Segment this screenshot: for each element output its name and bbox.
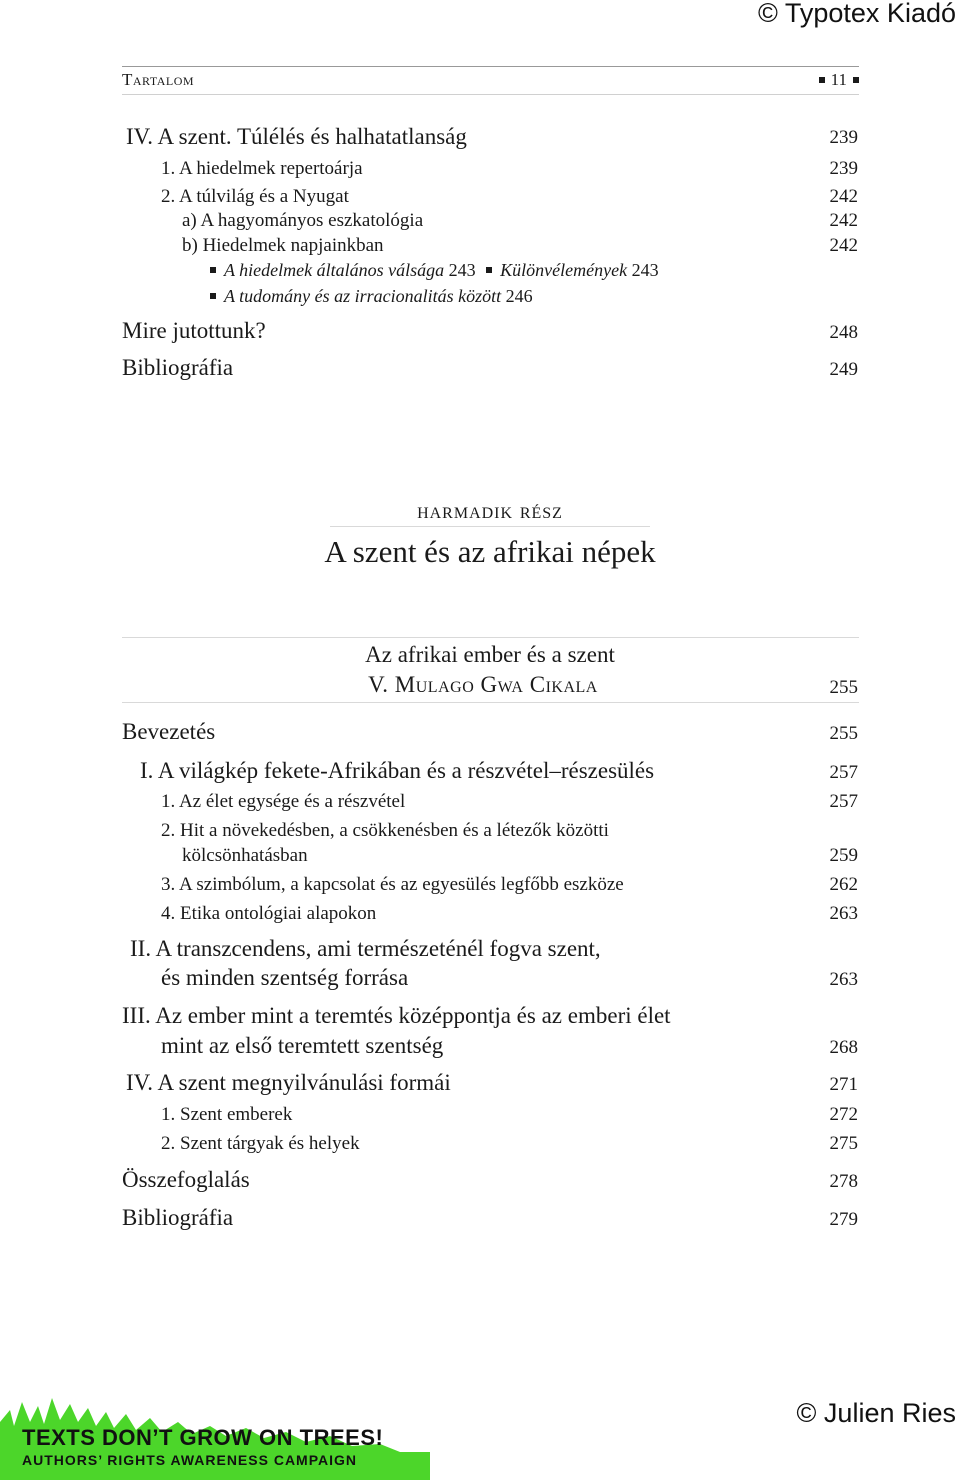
toc-entry-page: 257 <box>829 762 858 783</box>
toc-entry[interactable] <box>0 1070 960 1100</box>
toc-entry-label: 4. Etika ontológiai alapokon <box>161 903 377 924</box>
toc-entry[interactable] <box>0 355 960 385</box>
bullet-square-icon <box>819 77 825 83</box>
toc-entry-label: Összefoglalás <box>122 1167 250 1192</box>
toc-entry-label: IV. A szent megnyilvánulási formái <box>126 1070 451 1095</box>
toc-entry-page: 239 <box>829 127 858 148</box>
header-page-number <box>819 70 859 90</box>
toc-entry[interactable] <box>0 965 960 995</box>
toc-entry[interactable] <box>0 1033 960 1063</box>
chapter-rule-bottom <box>122 702 859 703</box>
toc-entry-page: 242 <box>829 186 858 207</box>
toc-entry-label: 1. A hiedelmek repertoárja <box>161 158 363 179</box>
toc-entry[interactable] <box>0 1104 960 1134</box>
toc-entry-page: 262 <box>829 874 858 895</box>
campaign-subtitle: AUTHORS’ RIGHTS AWARENESS CAMPAIGN <box>22 1452 358 1468</box>
toc-entry-label: és minden szentség forrása <box>161 965 409 990</box>
toc-entry-page: 255 <box>829 723 858 744</box>
subtopic-page: 243 <box>448 260 476 280</box>
toc-entry-label: 2. Szent tárgyak és helyek <box>161 1133 360 1154</box>
toc-entry[interactable] <box>0 1133 960 1163</box>
toc-entry-label: kölcsönhatásban <box>182 845 308 866</box>
header-rule-bottom <box>122 94 859 95</box>
toc-entry[interactable] <box>0 158 960 188</box>
toc-entry[interactable] <box>0 845 960 875</box>
toc-entry[interactable] <box>0 936 960 966</box>
toc-entry-page: 279 <box>829 1209 858 1230</box>
page-number: 11 <box>830 70 847 89</box>
toc-entry[interactable] <box>0 903 960 933</box>
bullet-square-icon <box>210 267 216 273</box>
toc-entry-page: 239 <box>829 158 858 179</box>
toc-entry-page: 259 <box>829 845 858 866</box>
chapter-title: Az afrikai ember és a szent <box>365 642 615 667</box>
chapter-page: 255 <box>829 677 858 698</box>
header-rule <box>122 66 859 67</box>
toc-entry-label: 2. Hit a növekedésben, a csökkenésben és a létezők közötti <box>161 820 609 841</box>
subtopic-line <box>210 286 533 307</box>
campaign-slogan: TEXTS DON’T GROW ON TREES! <box>22 1425 384 1450</box>
toc-entry-label: 2. A túlvilág és a Nyugat <box>161 186 349 207</box>
toc-entry-label: mint az első teremtett szentség <box>161 1033 444 1058</box>
part-title: A szent és az afrikai népek <box>324 534 656 569</box>
toc-entry-page: 271 <box>829 1074 858 1095</box>
chapter-rule-top <box>122 637 859 638</box>
subtopic-label: A hiedelmek általános válsága <box>224 260 445 280</box>
toc-entry-label: I. A világkép fekete-Afrikában és a részvétel–részesülés <box>140 758 655 783</box>
toc-entry[interactable] <box>0 318 960 348</box>
subtopic-page: 243 <box>631 260 659 280</box>
toc-entry-page: 249 <box>829 359 858 380</box>
toc-entry[interactable] <box>0 791 960 821</box>
bullet-square-icon <box>853 77 859 83</box>
toc-entry-page: 248 <box>829 322 858 343</box>
toc-entry-label: Bibliográfia <box>122 1205 234 1230</box>
toc-entry-label: 1. Az élet egysége és a részvétel <box>161 791 406 812</box>
toc-entry-page: 242 <box>829 235 858 256</box>
running-header <box>122 66 859 96</box>
bullet-square-icon <box>210 293 216 299</box>
toc-entry[interactable] <box>0 1167 960 1197</box>
toc-entry-page: 268 <box>829 1037 858 1058</box>
toc-entry-label: 1. Szent emberek <box>161 1104 293 1125</box>
copyright-watermark-bottom: © Julien Ries <box>796 1398 956 1428</box>
toc-entry-label: a) A hagyományos eszkatológia <box>182 210 424 231</box>
toc-entry[interactable] <box>0 874 960 904</box>
toc-entry-label: 3. A szimbólum, a kapcsolat és az egyesülés legfőbb eszköze <box>161 874 624 895</box>
toc-entry-label: Bevezetés <box>122 719 216 744</box>
toc-entry-page: 275 <box>829 1133 858 1154</box>
bullet-square-icon <box>486 267 492 273</box>
toc-entry-label: II. A transzcendens, ami természeténél fogva szent, <box>130 936 601 961</box>
part-rule <box>330 526 650 527</box>
header-section-title: Tartalom <box>122 70 195 89</box>
part-kicker: harmadik rész <box>417 498 563 523</box>
toc-entry[interactable] <box>0 758 960 788</box>
part-heading <box>0 498 960 524</box>
campaign-banner <box>0 1392 430 1480</box>
toc-entry-page: 272 <box>829 1104 858 1125</box>
toc-entry-page: 263 <box>829 969 858 990</box>
subtopic-label: A tudomány és az irracionalitás között <box>224 286 502 306</box>
toc-entry-page: 242 <box>829 210 858 231</box>
toc-entry-page: 278 <box>829 1171 858 1192</box>
subtopic-page: 246 <box>505 286 533 306</box>
toc-entry-label: Bibliográfia <box>122 355 234 380</box>
toc-entry[interactable] <box>0 1205 960 1235</box>
toc-entry-label: Mire jutottunk? <box>122 318 266 343</box>
toc-entry-label: b) Hiedelmek napjainkban <box>182 235 384 256</box>
toc-entry[interactable] <box>0 719 960 749</box>
chapter-author: V. Mulago Gwa Cikala <box>368 672 598 697</box>
copyright-watermark-top: © Typotex Kiadó <box>757 0 956 28</box>
toc-entry-page: 263 <box>829 903 858 924</box>
toc-entry-label: III. Az ember mint a teremtés középpontja és az emberi élet <box>122 1003 671 1028</box>
toc-entry-page: 257 <box>829 791 858 812</box>
toc-entry[interactable] <box>0 124 960 154</box>
subtopic-line <box>210 260 659 281</box>
toc-entry[interactable] <box>0 1003 960 1033</box>
toc-entry-label: IV. A szent. Túlélés és halhatatlanság <box>126 124 467 149</box>
subtopic-label: Különvélemények <box>500 260 628 280</box>
